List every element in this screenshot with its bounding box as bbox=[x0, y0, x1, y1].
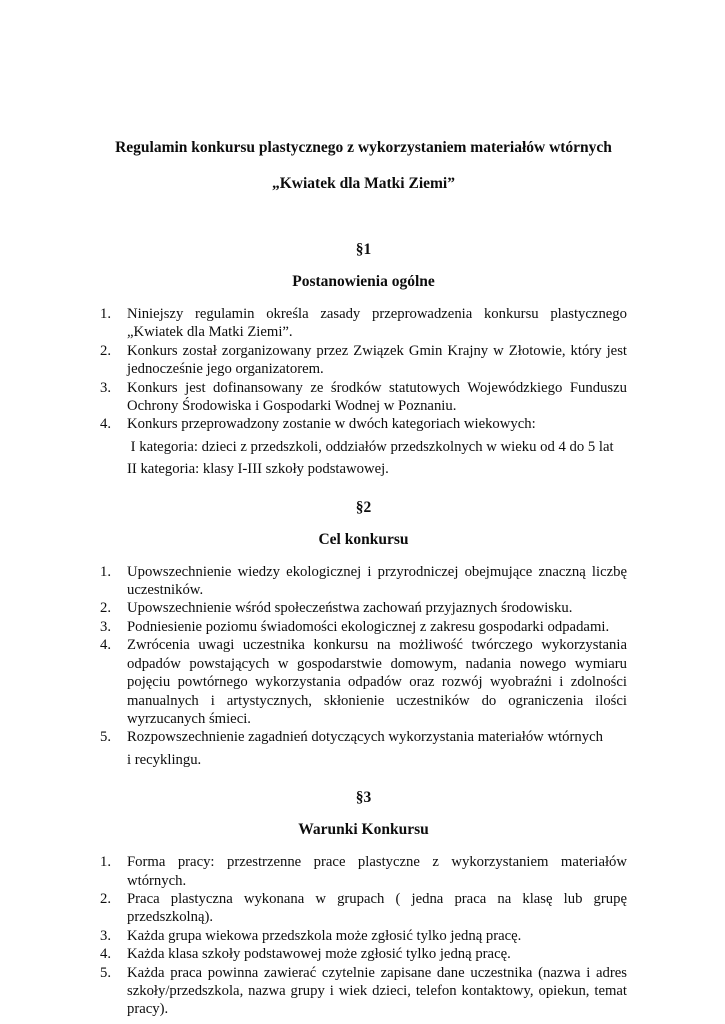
section-heading: Warunki Konkursu bbox=[298, 821, 429, 839]
section-mark: §2 bbox=[355, 498, 372, 516]
section-item-list bbox=[100, 853, 627, 1019]
section-item-list bbox=[100, 563, 627, 769]
list-item-text: Konkurs przeprowadzony zostanie w dwóch kategoriach wiekowych: bbox=[127, 416, 536, 433]
list-item bbox=[100, 853, 627, 890]
document-section bbox=[100, 788, 627, 1019]
list-item bbox=[100, 599, 627, 617]
list-item-subline: II kategoria: klasy I-III szkoły podstawowej. bbox=[127, 461, 389, 478]
list-item-text: Każda praca powinna zawierać czytelnie zapisane dane uczestnika (nazwa i adres szkoły/przedszkola, nazwa grupy i wiek dzieci, telefon kontaktowy, opiekun, temat pracy). bbox=[127, 964, 627, 1018]
list-item bbox=[100, 379, 627, 416]
list-item bbox=[100, 305, 627, 342]
list-item bbox=[100, 618, 627, 636]
list-item-text: Konkurs jest dofinansowany ze środków statutowych Wojewódzkiego Funduszu Ochrony Środowiska i Gospodarki Wodnej w Poznaniu. bbox=[127, 379, 627, 415]
list-item-number: 3. bbox=[100, 927, 112, 944]
list-item-text: Rozpowszechnienie zagadnień dotyczących wykorzystania materiałów wtórnych bbox=[127, 729, 603, 746]
section-heading: Postanowienia ogólne bbox=[292, 273, 435, 290]
list-item-text: Zwrócenia uwagi uczestnika konkursu na możliwość twórczego wykorzystania odpadów powstających w gospodarstwie domowym, nadania nowego wymiaru pojęciu powtórnego wykorzystania odpadów oraz rozwój wyobraźni i zdolności manualnych i artystycznych, skłonienie uczestników do ograniczenia ilości wyrzucanych śmieci. bbox=[127, 637, 627, 727]
list-item bbox=[100, 964, 627, 1019]
list-item-text: Upowszechnienie wśród społeczeństwa zachowań przyjaznych środowisku. bbox=[127, 600, 573, 617]
list-item-number: 1. bbox=[100, 854, 112, 871]
list-item bbox=[100, 563, 627, 600]
list-item bbox=[100, 342, 627, 379]
list-item-number: 2. bbox=[100, 600, 112, 617]
list-item-text: Każda klasa szkoły podstawowej może zgłosić tylko jedną pracę. bbox=[127, 946, 511, 963]
section-heading: Cel konkursu bbox=[318, 530, 409, 548]
list-item-number: 1. bbox=[100, 563, 112, 580]
list-item bbox=[100, 728, 627, 769]
document-section bbox=[100, 240, 627, 479]
list-item-text: Praca plastyczna wykonana w grupach ( jedna praca na klasę lub grupę przedszkolną). bbox=[127, 890, 627, 926]
list-item-number: 5. bbox=[100, 729, 112, 746]
document-subtitle: „Kwiatek dla Matki Ziemi” bbox=[272, 175, 455, 192]
list-item-subline: I kategoria: dzieci z przedszkoli, oddziałów przedszkolnych w wieku od 4 do 5 lat bbox=[127, 438, 614, 455]
list-item bbox=[100, 945, 627, 963]
sections-container bbox=[100, 240, 627, 1019]
list-item-text: Podniesienie poziomu świadomości ekologicznej z zakresu gospodarki odpadami. bbox=[127, 618, 610, 635]
document-section bbox=[100, 498, 627, 769]
list-item bbox=[100, 415, 627, 478]
document-title: Regulamin konkursu plastycznego z wykorzystaniem materiałów wtórnych bbox=[115, 139, 612, 156]
list-item-number: 2. bbox=[100, 890, 112, 907]
list-item-text: Konkurs został zorganizowany przez Związek Gmin Krajny w Złotowie, który jest jednocześnie jego organizatorem. bbox=[127, 342, 627, 378]
list-item-text: Upowszechnienie wiedzy ekologicznej i przyrodniczej obejmujące znaczną liczbę uczestników. bbox=[127, 563, 627, 599]
list-item bbox=[100, 927, 627, 945]
section-mark: §3 bbox=[355, 789, 372, 807]
list-item bbox=[100, 636, 627, 728]
list-item-number: 1. bbox=[100, 306, 112, 322]
list-item-subline: i recyklingu. bbox=[127, 751, 202, 768]
list-item-number: 2. bbox=[100, 342, 112, 359]
list-item-number: 5. bbox=[100, 964, 112, 981]
list-item-number: 4. bbox=[100, 416, 112, 433]
section-item-list bbox=[100, 305, 627, 479]
list-item-number: 3. bbox=[100, 618, 112, 635]
list-item-number: 3. bbox=[100, 379, 112, 396]
list-item-text: Forma pracy: przestrzenne prace plastyczne z wykorzystaniem materiałów wtórnych. bbox=[127, 854, 627, 889]
list-item-number: 4. bbox=[100, 637, 112, 654]
list-item-text: Każda grupa wiekowa przedszkola może zgłosić tylko jedną pracę. bbox=[127, 927, 522, 944]
section-mark: §1 bbox=[355, 241, 372, 258]
list-item bbox=[100, 890, 627, 927]
list-item-number: 4. bbox=[100, 946, 112, 963]
list-item-text: Niniejszy regulamin określa zasady przeprowadzenia konkursu plastycznego „Kwiatek dla Matki Ziemi”. bbox=[127, 306, 627, 341]
